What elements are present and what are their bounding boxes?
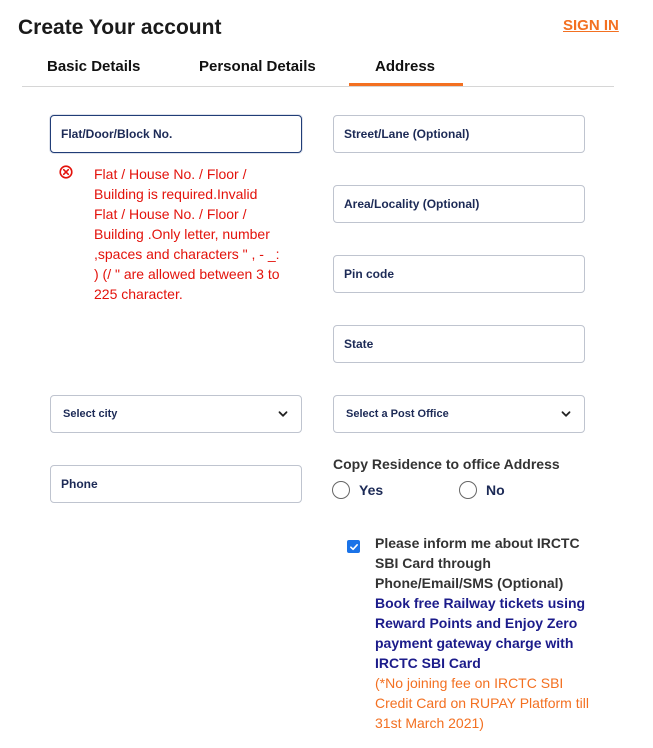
area-locality-input[interactable]: [333, 185, 585, 223]
no-radio-label: No: [486, 482, 505, 498]
promo-consent-text: Please inform me about IRCTC SBI Card through Phone/Email/SMS (Optional): [375, 535, 580, 591]
page-title: Create Your account: [18, 16, 222, 39]
post-office-select[interactable]: [333, 395, 585, 433]
pin-code-input[interactable]: [333, 255, 585, 293]
street-lane-input[interactable]: [333, 115, 585, 153]
copy-address-no-option[interactable]: [459, 481, 505, 499]
city-select-value: Select city: [63, 408, 118, 420]
sbi-card-promo: [375, 533, 590, 733]
sbi-card-consent-checkbox[interactable]: [347, 540, 360, 553]
active-tab-indicator: [349, 83, 463, 86]
promo-note-text: (*No joining fee on IRCTC SBI Credit Card on RUPAY Platform till 31st March 2021): [375, 675, 589, 731]
yes-radio-label: Yes: [359, 482, 384, 498]
chevron-down-icon: [277, 408, 289, 420]
chevron-down-icon: [560, 408, 572, 420]
state-input[interactable]: [333, 325, 585, 363]
city-select[interactable]: [50, 395, 302, 433]
checkmark-icon: [349, 542, 359, 552]
tab-personal-details[interactable]: Personal Details: [199, 58, 316, 75]
tab-bar: [22, 52, 614, 87]
tab-basic-details[interactable]: Basic Details: [47, 58, 141, 75]
error-icon: [59, 165, 73, 179]
phone-input[interactable]: [50, 465, 302, 503]
no-radio[interactable]: [459, 481, 477, 499]
sign-in-link[interactable]: SIGN IN: [563, 17, 619, 34]
copy-address-label: Copy Residence to office Address: [333, 456, 560, 472]
post-office-select-value: Select a Post Office: [346, 408, 449, 420]
copy-address-yes-option[interactable]: [332, 481, 383, 499]
yes-radio[interactable]: [332, 481, 350, 499]
promo-offer-text: Book free Railway tickets using Reward Points and Enjoy Zero payment gateway charge with IRCTC SBI Card: [375, 595, 586, 671]
flat-error-message: Flat / House No. / Floor / Building is required.Invalid Flat / House No. / Floor / Building .Only letter, number ,spaces and characters " , - _: ) (/ " are allowed between 3 to 225 character.: [94, 166, 280, 302]
flat-door-block-input[interactable]: [50, 115, 302, 153]
tab-address[interactable]: Address: [375, 58, 436, 75]
